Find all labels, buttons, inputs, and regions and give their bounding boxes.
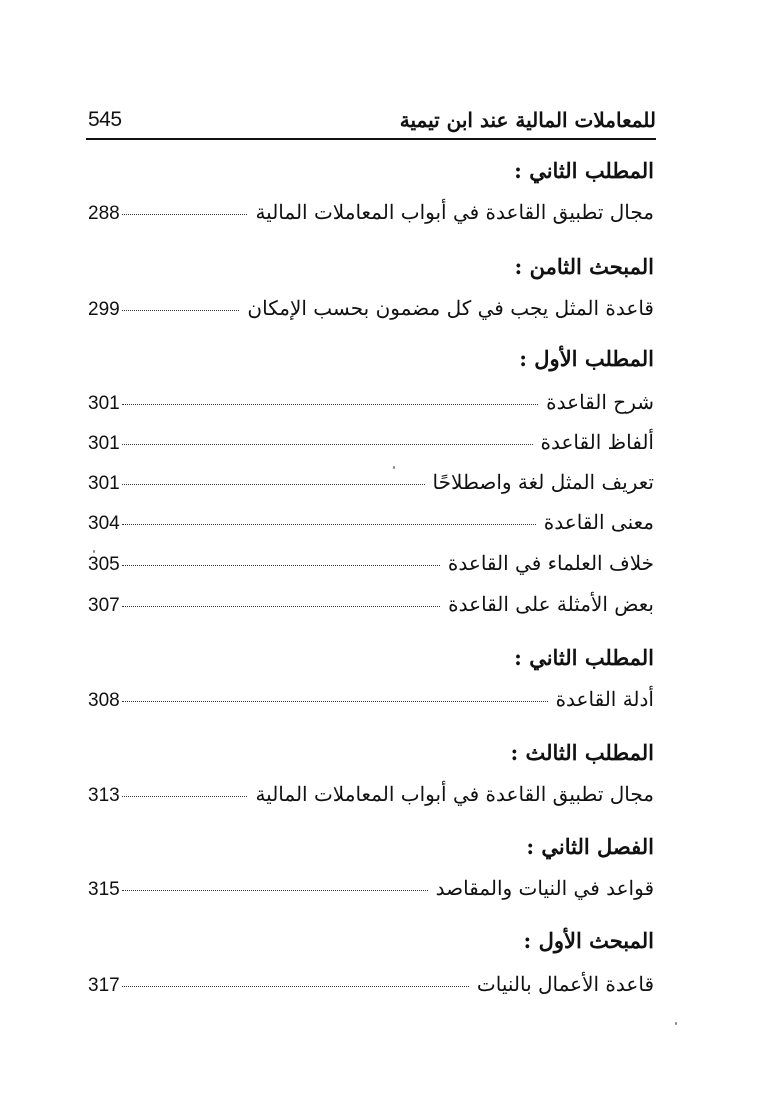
toc-entry-page: 307 xyxy=(88,595,120,616)
toc-heading: الفصل الثاني : xyxy=(526,834,654,859)
toc-entry xyxy=(88,430,654,462)
toc-entry-title: قاعدة المثل يجب في كل مضمون بحسب الإمكان xyxy=(247,296,654,320)
toc-entry-title: شرح القاعدة xyxy=(546,390,654,414)
toc-entry-page: 288 xyxy=(88,203,120,224)
dot-leader xyxy=(122,444,533,445)
dot-leader xyxy=(122,404,538,405)
toc-entry-page: 315 xyxy=(88,879,120,900)
toc-entry xyxy=(88,687,654,719)
dot-leader xyxy=(122,701,548,702)
dot-leader xyxy=(122,524,536,525)
scan-speck xyxy=(93,550,95,553)
scan-speck xyxy=(675,1022,677,1025)
toc-heading: المطلب الثالث : xyxy=(510,740,654,765)
toc-entry-page: 308 xyxy=(88,690,120,711)
toc-entry xyxy=(88,390,654,422)
dot-leader xyxy=(122,214,248,215)
toc-entry-page: 305 xyxy=(88,554,120,575)
toc-entry xyxy=(88,592,654,624)
toc-entry xyxy=(88,470,654,502)
toc-entry-page: 299 xyxy=(88,299,120,320)
toc-entry xyxy=(88,200,654,232)
page-number: 545 xyxy=(88,108,122,131)
dot-leader xyxy=(122,890,428,891)
toc-entry xyxy=(88,972,654,1004)
dot-leader xyxy=(122,986,469,987)
toc-entry-page: 301 xyxy=(88,393,120,414)
toc-heading: المبحث الثامن : xyxy=(514,254,654,279)
toc-entry-title: خلاف العلماء في القاعدة xyxy=(447,551,654,575)
toc-entry-title: قواعد في النيات والمقاصد xyxy=(435,876,654,900)
dot-leader xyxy=(122,606,440,607)
toc-entry xyxy=(88,551,654,583)
toc-heading: المبحث الأول : xyxy=(523,928,654,953)
toc-entry-page: 301 xyxy=(88,473,120,494)
dot-leader xyxy=(122,796,248,797)
toc-entry-title: بعض الأمثلة على القاعدة xyxy=(448,592,654,616)
scan-speck xyxy=(393,466,395,469)
dot-leader xyxy=(122,565,440,566)
toc-entry xyxy=(88,510,654,542)
toc-entry-page: 317 xyxy=(88,975,120,996)
dot-leader xyxy=(122,484,425,485)
toc-entry xyxy=(88,876,654,908)
running-title: للمعاملات المالية عند ابن تيمية xyxy=(399,108,656,132)
toc-heading: المطلب الثاني : xyxy=(514,158,654,183)
toc-entry-title: مجال تطبيق القاعدة في أبواب المعاملات المالية xyxy=(255,782,654,806)
toc-entry-title: ألفاظ القاعدة xyxy=(540,430,654,454)
table-of-contents xyxy=(88,0,654,1106)
toc-entry-page: 313 xyxy=(88,785,120,806)
toc-entry-page: 301 xyxy=(88,433,120,454)
toc-entry-title: تعريف المثل لغة واصطلاحًا xyxy=(432,470,654,494)
toc-heading: المطلب الثاني : xyxy=(514,645,654,670)
toc-entry-title: معنى القاعدة xyxy=(543,510,654,534)
toc-entry-title: أدلة القاعدة xyxy=(555,687,654,711)
dot-leader xyxy=(122,310,240,311)
toc-heading: المطلب الأول : xyxy=(519,346,654,371)
toc-entry-title: قاعدة الأعمال بالنيات xyxy=(476,972,654,996)
toc-entry-title: مجال تطبيق القاعدة في أبواب المعاملات المالية xyxy=(255,200,654,224)
toc-entry xyxy=(88,296,654,328)
toc-entry xyxy=(88,782,654,814)
toc-entry-page: 304 xyxy=(88,513,120,534)
